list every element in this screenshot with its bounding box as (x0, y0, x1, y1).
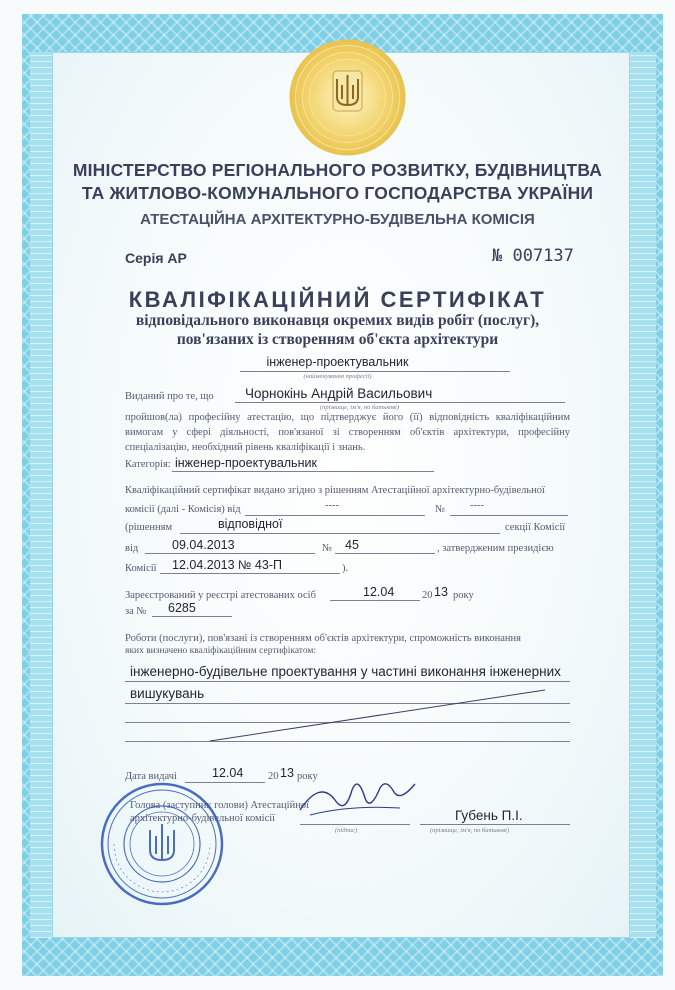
works-text-line2: яких визначено кваліфікаційним сертифікатом: (125, 646, 317, 656)
holder-name-line (235, 402, 565, 403)
issue-year-prefix: 20 (268, 771, 279, 782)
certificate-subtitle-line2: пов'язаних із створенням об'єкта архітектури (176, 331, 499, 348)
signatory-name-caption: (прізвище, ім'я, по батькові) (430, 827, 510, 834)
official-stamp-icon (98, 780, 226, 908)
decision-no-line (450, 515, 568, 516)
decision-date-line (245, 515, 425, 516)
registry-day-month: 12.04 (363, 585, 395, 599)
decision-date: 09.04.2013 (172, 538, 235, 552)
profession-caption: (найменування професії) (303, 373, 372, 380)
issued-label: Виданий про те, що (125, 391, 214, 402)
ministry-title-line2: ТА ЖИТЛОВО-КОМУНАЛЬНОГО ГОСПОДАРСТВА УКРАЇНИ (81, 183, 594, 203)
issue-date-day-month: 12.04 (212, 766, 244, 780)
issue-date-label: Дата видачі (125, 771, 177, 782)
works-value-line2: вишукувань (130, 686, 205, 701)
registry-date-line (330, 600, 420, 601)
works-line-1 (125, 681, 570, 682)
decision-no-value: 45 (345, 538, 359, 552)
holder-name: Чорнокінь Андрій Васильович (245, 386, 433, 401)
works-strikethrough-line (125, 686, 565, 746)
profession-line (240, 371, 510, 372)
decision-close: ). (342, 563, 349, 574)
registry-year-prefix: 20 (422, 590, 433, 601)
works-text-line1: Роботи (послуги), пов'язані із створенням об'єктів архітектури, спроможність виконання (125, 633, 521, 644)
signatory-role-line1: Голова (заступник голови) Атестаційної (130, 800, 309, 811)
trident-emblem-icon (285, 35, 410, 160)
issue-year-word: року (297, 771, 318, 782)
profession-value: інженер-проектувальник (266, 355, 409, 369)
decision-approved-text: , затвердженим президією (437, 543, 554, 554)
certificate-number: № 007137 (492, 246, 574, 266)
category-line (172, 471, 434, 472)
section-line (180, 533, 500, 534)
handwritten-signature-icon (290, 770, 420, 830)
registry-no-label: за № (125, 606, 147, 617)
signatory-name-line (420, 824, 570, 825)
signatory-name: Губень П.І. (455, 808, 523, 823)
category-label: Категорія: (125, 459, 171, 470)
decision-no-label: № (435, 504, 446, 515)
decision-from-label: від (125, 543, 139, 554)
decision-no2-line (335, 553, 435, 554)
issue-year-suffix: 13 (280, 766, 294, 780)
works-value-line1: інженерно-будівельне проектування у частині виконання інженерних (130, 664, 561, 679)
decision-date2-line (145, 553, 315, 554)
registry-year-suffix: 13 (434, 585, 448, 599)
commission-label: Комісії (125, 563, 157, 574)
registry-no-value: 6285 (168, 601, 196, 615)
registry-year-word: року (453, 590, 474, 601)
certificate-title: КВАЛІФІКАЦІЙНИЙ СЕРТИФІКАТ (128, 287, 547, 312)
series-label: Серія АР (125, 250, 187, 266)
registry-text: Зареєстрований у реєстрі атестованих осіб (125, 590, 316, 601)
commission-title: АТЕСТАЦІЙНА АРХІТЕКТУРНО-БУДІВЕЛЬНА КОМІСІЯ (140, 211, 535, 228)
decision-text-line3: (рішенням (125, 522, 173, 533)
ministry-title-line1: МІНІСТЕРСТВО РЕГІОНАЛЬНОГО РОЗВИТКУ, БУДІВНИЦТВА (72, 160, 603, 180)
decision-text-line4: секції Комісії (505, 522, 566, 533)
decision-no-blank: ---- (470, 500, 484, 511)
registry-no-line (152, 616, 232, 617)
signatory-role-line2: архітектурно-будівельної комісії (130, 813, 276, 824)
decision-text-line2: комісії (далі - Комісія) від (125, 504, 241, 515)
decision-no-label2: № (322, 543, 333, 554)
category-value: інженер-проектувальник (175, 456, 317, 470)
commission-decision-line (160, 573, 340, 574)
certificate-subtitle-line1: відповідального виконавця окремих видів робіт (послуг), (135, 312, 540, 329)
holder-name-caption: (прізвище, ім'я, по батькові) (320, 404, 400, 411)
commission-decision-value: 12.04.2013 № 43-П (172, 558, 282, 572)
section-value: відповідної (218, 517, 283, 531)
signature-caption: (підпис) (335, 827, 358, 834)
decision-text-line1: Кваліфікаційний сертифікат видано згідно з рішенням Атестаційної архітектурно-будівельної (125, 485, 545, 496)
decision-date-blank: ---- (325, 500, 339, 511)
attestation-text: пройшов(ла) професійну атестацію, що підтверджує його (її) відповідність кваліфікаційним вимогам у сфері діяльності, пов'язаної зі створенням об'єктів архітектури, професійну спеціалізацію, необхідний рівень кваліфікації і знань. (125, 412, 570, 453)
